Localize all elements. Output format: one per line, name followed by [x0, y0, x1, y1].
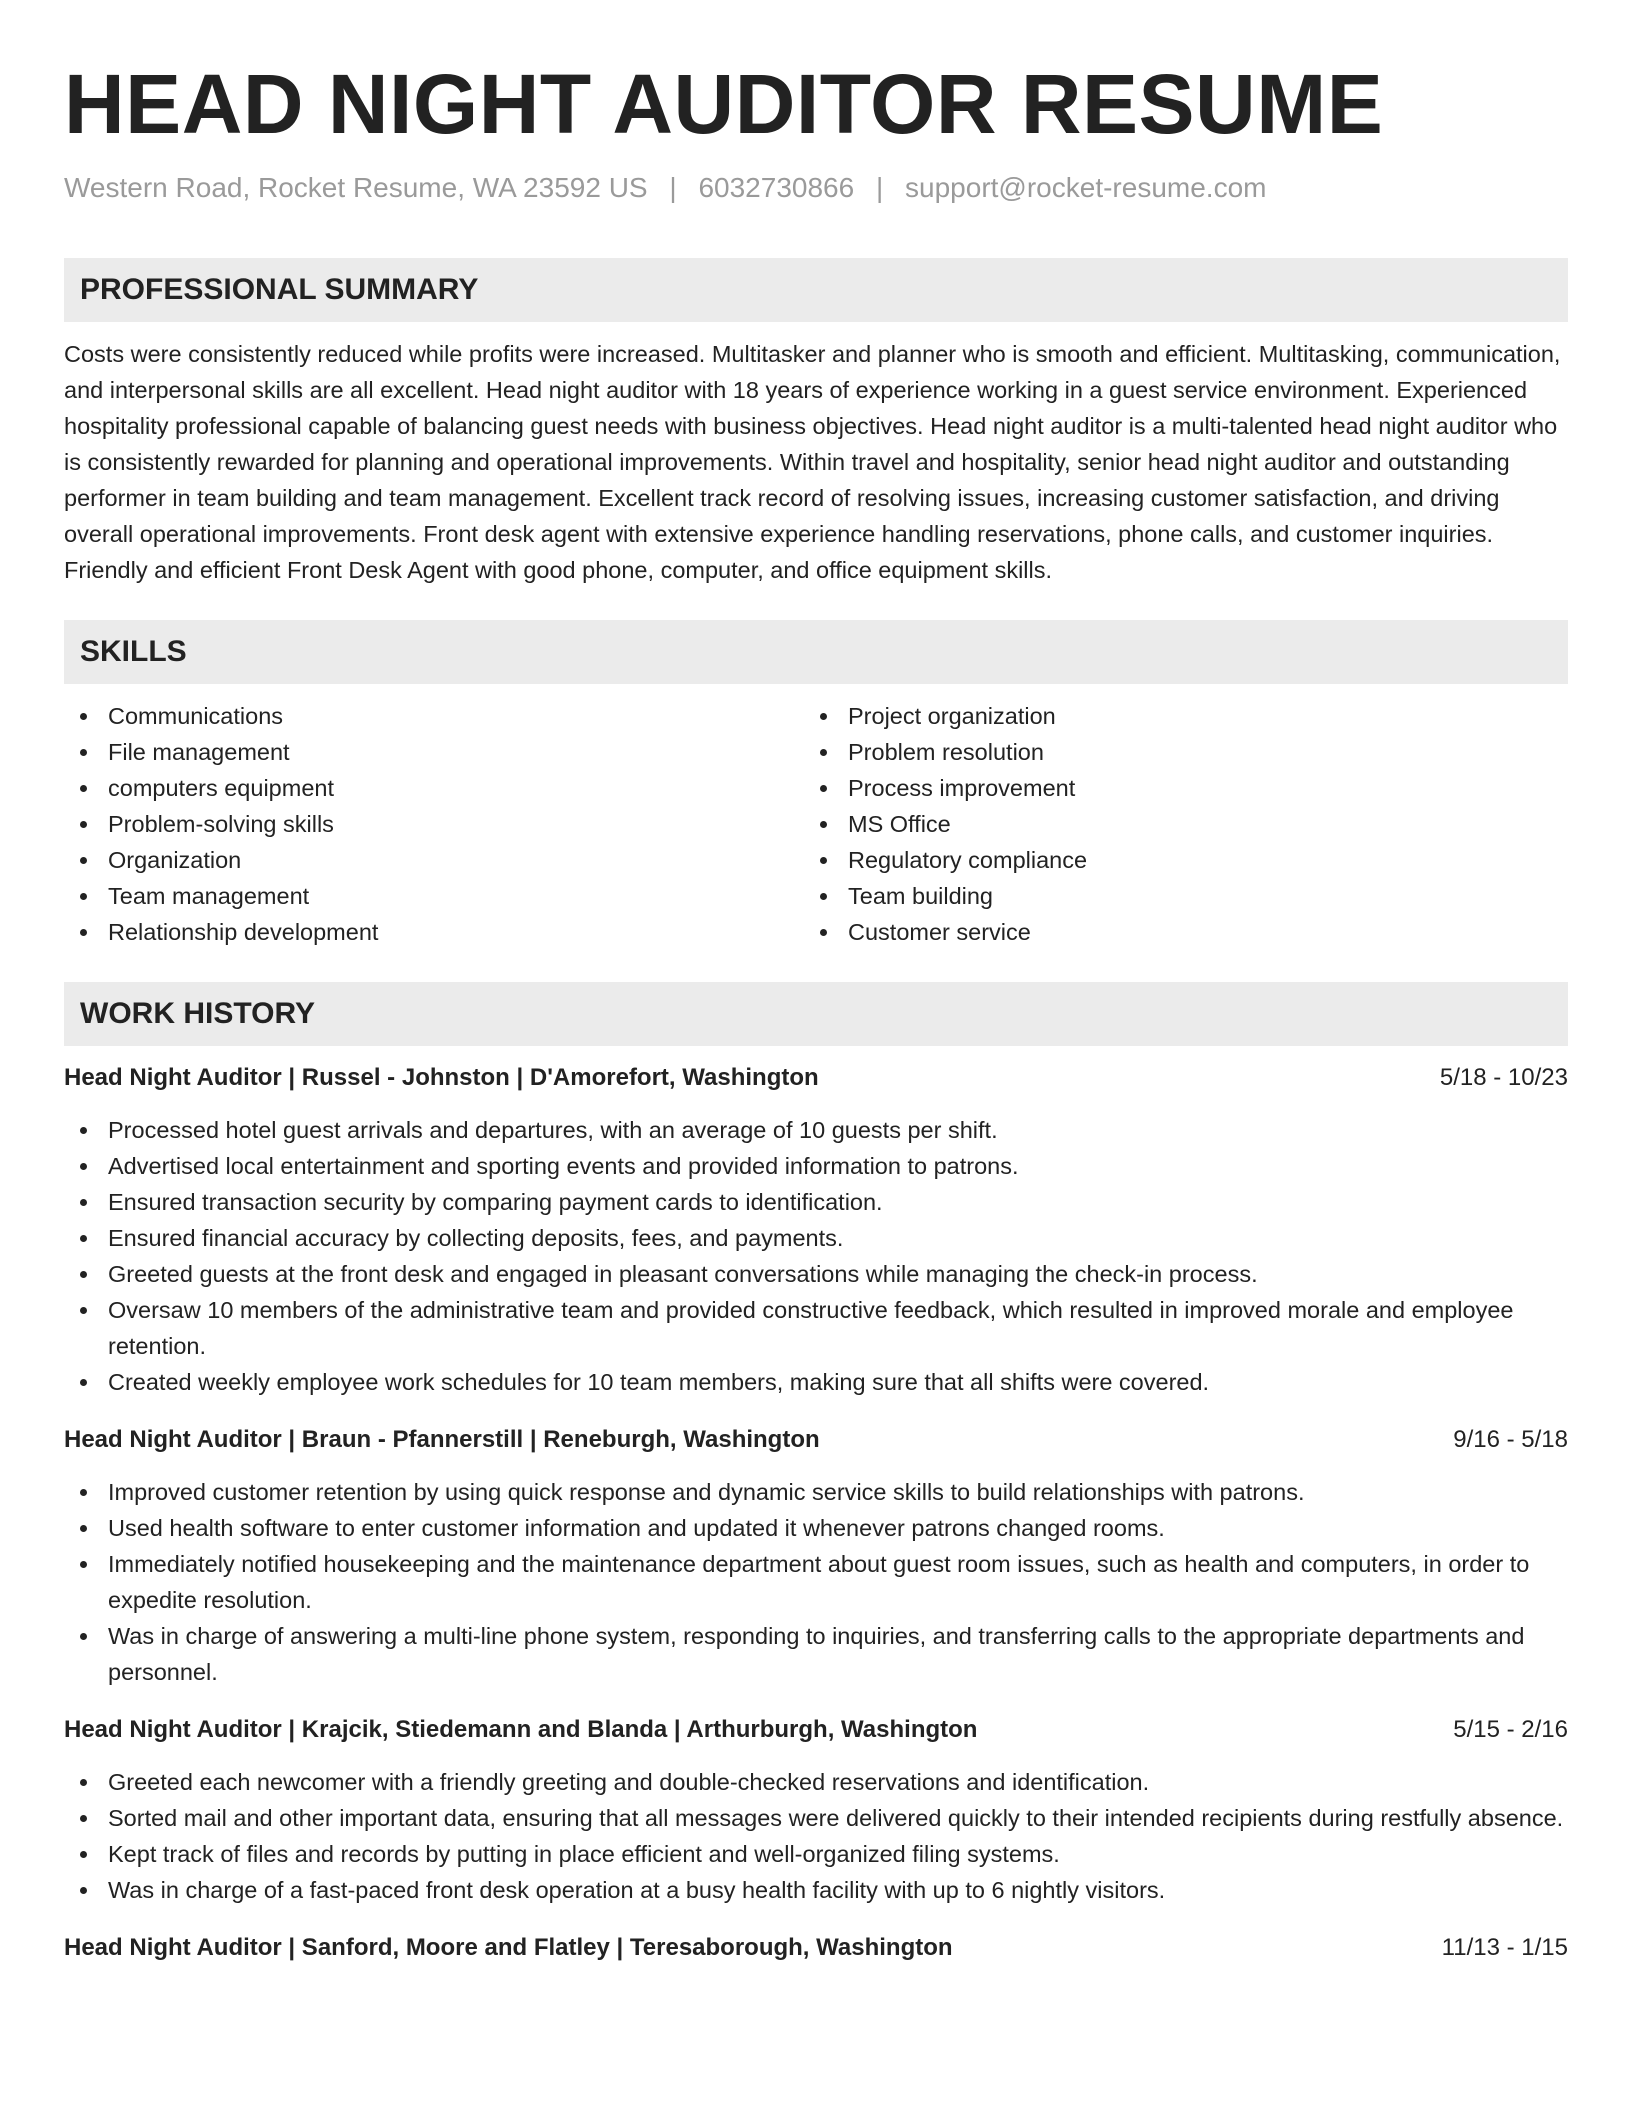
skill-item: Team management: [64, 878, 804, 914]
job-title: Head Night Auditor | Sanford, Moore and Flatley | Teresaborough, Washington: [64, 1934, 953, 1961]
job-bullet: Was in charge of answering a multi-line phone system, responding to inquiries, and transferring calls to the appropriate departments and personnel.: [64, 1618, 1568, 1690]
job-bullets: [64, 1474, 1568, 1690]
job-title: Head Night Auditor | Russel - Johnston | D'Amorefort, Washington: [64, 1064, 819, 1091]
skill-item: Process improvement: [804, 770, 1544, 806]
summary-text: Costs were consistently reduced while profits were increased. Multitasker and planner who is smooth and efficient. Multitasking, communication, and interpersonal skills are all excellent. Head night auditor with 18 years of experience working in a guest service environment. Experienced hospitality professional capable of balancing guest needs with business objectives. Head night auditor is a multi-talented head night auditor who is consistently rewarded for planning and operational improvements. Within travel and hospitality, senior head night auditor and outstanding performer in team building and team management. Excellent track record of resolving issues, increasing customer satisfaction, and driving overall operational improvements. Front desk agent with extensive experience handling reservations, phone calls, and customer inquiries. Friendly and efficient Front Desk Agent with good phone, computer, and office equipment skills.: [64, 341, 1561, 583]
job-bullet: Improved customer retention by using quick response and dynamic service skills to build relationships with patrons.: [64, 1474, 1568, 1510]
job-title: Head Night Auditor | Krajcik, Stiedemann and Blanda | Arthurburgh, Washington: [64, 1716, 978, 1743]
job-bullet: Greeted each newcomer with a friendly greeting and double-checked reservations and identification.: [64, 1764, 1568, 1800]
resume-title: HEAD NIGHT AUDITOR RESUME: [64, 57, 1384, 151]
job-bullets: [64, 1112, 1568, 1400]
skill-item: computers equipment: [64, 770, 804, 806]
skill-item: Communications: [64, 698, 804, 734]
skill-item: Team building: [804, 878, 1544, 914]
contact-email: support@rocket-resume.com: [905, 172, 1267, 203]
job-bullet: Kept track of files and records by putting in place efficient and well-organized filing systems.: [64, 1836, 1568, 1872]
skill-item: Organization: [64, 842, 804, 878]
contact-separator: |: [875, 172, 884, 203]
job-bullet: Ensured financial accuracy by collecting deposits, fees, and payments.: [64, 1220, 1568, 1256]
job-bullet: Was in charge of a fast-paced front desk operation at a busy health facility with up to 6 nightly visitors.: [64, 1872, 1568, 1908]
contact-address: Western Road, Rocket Resume, WA 23592 US: [64, 172, 648, 203]
section-heading-summary: PROFESSIONAL SUMMARY: [64, 258, 1568, 322]
skill-item: MS Office: [804, 806, 1544, 842]
skills-list: [64, 698, 1568, 950]
skills-column-right: [804, 698, 1544, 950]
skill-item: Project organization: [804, 698, 1544, 734]
contact-phone: 6032730866: [698, 172, 855, 203]
job-bullet: Processed hotel guest arrivals and departures, with an average of 10 guests per shift.: [64, 1112, 1568, 1148]
skill-item: File management: [64, 734, 804, 770]
skill-item: Problem resolution: [804, 734, 1544, 770]
skill-item: Problem-solving skills: [64, 806, 804, 842]
job-header: [64, 1422, 1568, 1458]
job-header: [64, 1930, 1568, 1966]
job-header: [64, 1060, 1568, 1096]
job-title: Head Night Auditor | Braun - Pfannerstill | Reneburgh, Washington: [64, 1426, 820, 1453]
job-bullets: [64, 1764, 1568, 1908]
job-dates: 11/13 - 1/15: [1441, 1934, 1568, 1961]
job-dates: 9/16 - 5/18: [1453, 1426, 1568, 1453]
job-bullet: Immediately notified housekeeping and the maintenance department about guest room issues, such as health and computers, in order to expedite resolution.: [64, 1546, 1568, 1618]
contact-separator: |: [669, 172, 677, 203]
job-bullet: Greeted guests at the front desk and engaged in pleasant conversations while managing the check-in process.: [64, 1256, 1568, 1292]
skills-column-left: [64, 698, 804, 950]
section-heading-skills: SKILLS: [64, 620, 1568, 684]
job-bullet: Ensured transaction security by comparing payment cards to identification.: [64, 1184, 1568, 1220]
job-bullet: Created weekly employee work schedules for 10 team members, making sure that all shifts were covered.: [64, 1364, 1568, 1400]
job-bullet: Oversaw 10 members of the administrative team and provided constructive feedback, which resulted in improved morale and employee retention.: [64, 1292, 1568, 1364]
skill-item: Relationship development: [64, 914, 804, 950]
job-dates: 5/15 - 2/16: [1453, 1716, 1568, 1743]
job-header: [64, 1712, 1568, 1748]
skill-item: Customer service: [804, 914, 1544, 950]
job-bullet: Used health software to enter customer information and updated it whenever patrons changed rooms.: [64, 1510, 1568, 1546]
contact-line: [64, 170, 1568, 206]
section-heading-work-history: WORK HISTORY: [64, 982, 1568, 1046]
job-bullet: Advertised local entertainment and sporting events and provided information to patrons.: [64, 1148, 1568, 1184]
skill-item: Regulatory compliance: [804, 842, 1544, 878]
job-dates: 5/18 - 10/23: [1439, 1064, 1568, 1091]
job-bullet: Sorted mail and other important data, ensuring that all messages were delivered quickly to their intended recipients during restfully absence.: [64, 1800, 1568, 1836]
